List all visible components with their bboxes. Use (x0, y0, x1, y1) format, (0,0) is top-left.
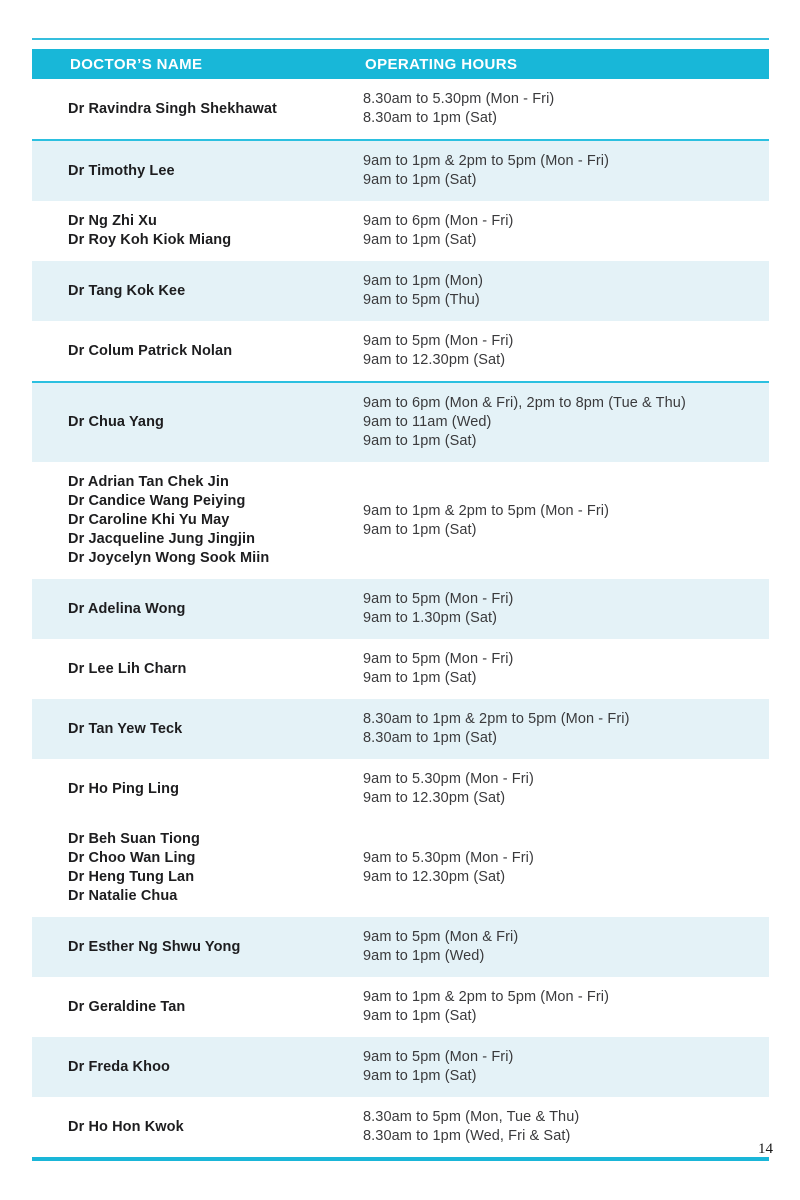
operating-hours-line: 9am to 1pm (Sat) (363, 1068, 477, 1084)
doctor-name-line: Dr Esther Ng Shwu Yong (68, 938, 241, 955)
doctor-name-line: Dr Chua Yang (68, 414, 165, 430)
doctor-name-cell (32, 600, 363, 619)
operating-hours-cell (363, 1048, 769, 1086)
doctor-name-line: Dr Natalie Chua (68, 888, 178, 904)
doctor-name-cell (32, 830, 363, 906)
table-body (32, 79, 769, 1157)
operating-hours-line: 8.30am to 5.30pm (Mon - Fri) (363, 91, 555, 107)
operating-hours-cell (363, 988, 769, 1026)
doctor-name-cell (32, 282, 363, 301)
doctor-name-cell (32, 1118, 363, 1137)
column-header-operating-hours: OPERATING HOURS (365, 55, 518, 73)
operating-hours-line: 9am to 6pm (Mon & Fri), 2pm to 8pm (Tue & Thu) (363, 395, 686, 411)
operating-hours-line: 9am to 1pm (Sat) (363, 521, 477, 538)
doctor-name-cell (32, 212, 363, 250)
operating-hours-cell (363, 90, 769, 128)
operating-hours-line: 9am to 5pm (Thu) (363, 292, 480, 308)
operating-hours-line: 9am to 1pm (Sat) (363, 433, 477, 449)
operating-hours-cell (363, 710, 769, 748)
operating-hours-cell (363, 332, 769, 370)
operating-hours-line: 8.30am to 1pm (Wed, Fri & Sat) (363, 1128, 571, 1144)
operating-hours-cell (363, 394, 769, 451)
table-row (32, 383, 769, 462)
operating-hours-cell (363, 770, 769, 808)
table-row (32, 977, 769, 1037)
table-bottom-rule (32, 1157, 769, 1161)
table-row (32, 699, 769, 759)
operating-hours-line: 9am to 5pm (Mon - Fri) (363, 333, 514, 349)
operating-hours-line: 9am to 1.30pm (Sat) (363, 610, 498, 626)
operating-hours-line: 9am to 5.30pm (Mon - Fri) (363, 850, 534, 866)
operating-hours-line: 9am to 12.30pm (Sat) (363, 790, 506, 806)
table-row (32, 141, 769, 201)
operating-hours-line: 9am to 1pm (Mon) (363, 273, 484, 289)
operating-hours-line: 9am to 1pm (Sat) (363, 172, 477, 188)
doctor-name-line: Dr Ng Zhi Xu (68, 213, 157, 229)
doctor-name-cell (32, 998, 363, 1017)
operating-hours-line: 8.30am to 1pm (Sat) (363, 730, 498, 746)
doctor-name-line: Dr Adelina Wong (68, 600, 186, 617)
table-row (32, 1097, 769, 1157)
doctor-name-line: Dr Adrian Tan Chek Jin (68, 474, 229, 490)
operating-hours-cell (363, 1108, 769, 1146)
operating-hours-cell (363, 590, 769, 628)
operating-hours-line: 8.30am to 1pm & 2pm to 5pm (Mon - Fri) (363, 711, 630, 727)
operating-hours-line: 9am to 1pm & 2pm to 5pm (Mon - Fri) (363, 989, 610, 1005)
doctor-name-line: Dr Heng Tung Lan (68, 869, 195, 885)
table-row (32, 201, 769, 261)
table-row (32, 579, 769, 639)
table-top-rule (32, 38, 769, 40)
table-row (32, 759, 769, 819)
operating-hours-line: 9am to 5pm (Mon & Fri) (363, 929, 519, 945)
table-row (32, 261, 769, 321)
operating-hours-cell (363, 928, 769, 966)
table-row (32, 321, 769, 381)
column-header-doctor-name: DOCTOR’S NAME (70, 55, 203, 73)
doctor-name-line: Dr Lee Lih Charn (68, 660, 187, 677)
operating-hours-line: 9am to 1pm (Sat) (363, 232, 477, 248)
doctor-name-cell (32, 1058, 363, 1077)
doctor-name-line: Dr Beh Suan Tiong (68, 831, 200, 847)
table-row (32, 917, 769, 977)
doctor-name-cell (32, 720, 363, 739)
operating-hours-cell (363, 152, 769, 190)
doctor-name-line: Dr Tang Kok Kee (68, 282, 186, 299)
doctor-name-line: Dr Colum Patrick Nolan (68, 342, 233, 359)
doctor-name-line: Dr Ho Hon Kwok (68, 1118, 184, 1135)
doctor-schedule-table (32, 38, 769, 1161)
operating-hours-line: 8.30am to 1pm (Sat) (363, 110, 498, 126)
operating-hours-line: 9am to 1pm (Sat) (363, 670, 477, 686)
doctor-name-line: Dr Freda Khoo (68, 1058, 170, 1075)
operating-hours-line: 9am to 5pm (Mon - Fri) (363, 651, 514, 667)
operating-hours-cell (363, 502, 769, 540)
doctor-name-cell (32, 342, 363, 361)
doctor-name-cell (32, 162, 363, 181)
operating-hours-line: 9am to 1pm & 2pm to 5pm (Mon - Fri) (363, 153, 610, 169)
operating-hours-line: 9am to 6pm (Mon - Fri) (363, 213, 514, 229)
operating-hours-line: 9am to 5pm (Mon - Fri) (363, 1049, 514, 1065)
operating-hours-line: 9am to 5pm (Mon - Fri) (363, 591, 514, 607)
table-row (32, 462, 769, 579)
doctor-name-cell (32, 473, 363, 568)
doctor-name-cell (32, 780, 363, 799)
doctor-name-line: Dr Caroline Khi Yu May (68, 512, 230, 528)
doctor-name-line: Dr Timothy Lee (68, 162, 175, 179)
operating-hours-cell (363, 650, 769, 688)
operating-hours-cell (363, 212, 769, 250)
doctor-name-line: Dr Tan Yew Teck (68, 720, 183, 737)
doctor-name-line: Dr Ravindra Singh Shekhawat (68, 100, 277, 117)
doctor-name-line: Dr Jacqueline Jung Jingjin (68, 531, 256, 547)
operating-hours-line: 8.30am to 5pm (Mon, Tue & Thu) (363, 1109, 580, 1125)
table-row (32, 639, 769, 699)
doctor-name-line: Dr Geraldine Tan (68, 998, 186, 1015)
operating-hours-line: 9am to 1pm (Sat) (363, 1008, 477, 1024)
doctor-name-cell (32, 100, 363, 119)
table-row (32, 819, 769, 917)
doctor-name-cell (32, 938, 363, 957)
doctor-name-line: Dr Candice Wang Peiying (68, 493, 246, 509)
operating-hours-line: 9am to 5.30pm (Mon - Fri) (363, 771, 534, 787)
operating-hours-line: 9am to 1pm (Wed) (363, 948, 485, 964)
doctor-name-line: Dr Joycelyn Wong Sook Miin (68, 550, 270, 566)
doctor-name-cell (32, 413, 363, 432)
operating-hours-line: 9am to 12.30pm (Sat) (363, 869, 506, 885)
operating-hours-line: 9am to 12.30pm (Sat) (363, 352, 506, 368)
page-number: 14 (758, 1141, 773, 1157)
operating-hours-cell (363, 272, 769, 310)
doctor-name-line: Dr Choo Wan Ling (68, 850, 196, 866)
operating-hours-line: 9am to 11am (Wed) (363, 414, 492, 430)
operating-hours-line: 9am to 1pm & 2pm to 5pm (Mon - Fri) (363, 502, 610, 519)
operating-hours-cell (363, 849, 769, 887)
doctor-name-line: Dr Ho Ping Ling (68, 780, 180, 797)
table-row (32, 79, 769, 139)
doctor-name-line: Dr Roy Koh Kiok Miang (68, 232, 232, 248)
table-row (32, 1037, 769, 1097)
table-header-row (32, 49, 769, 79)
doctor-name-cell (32, 660, 363, 679)
